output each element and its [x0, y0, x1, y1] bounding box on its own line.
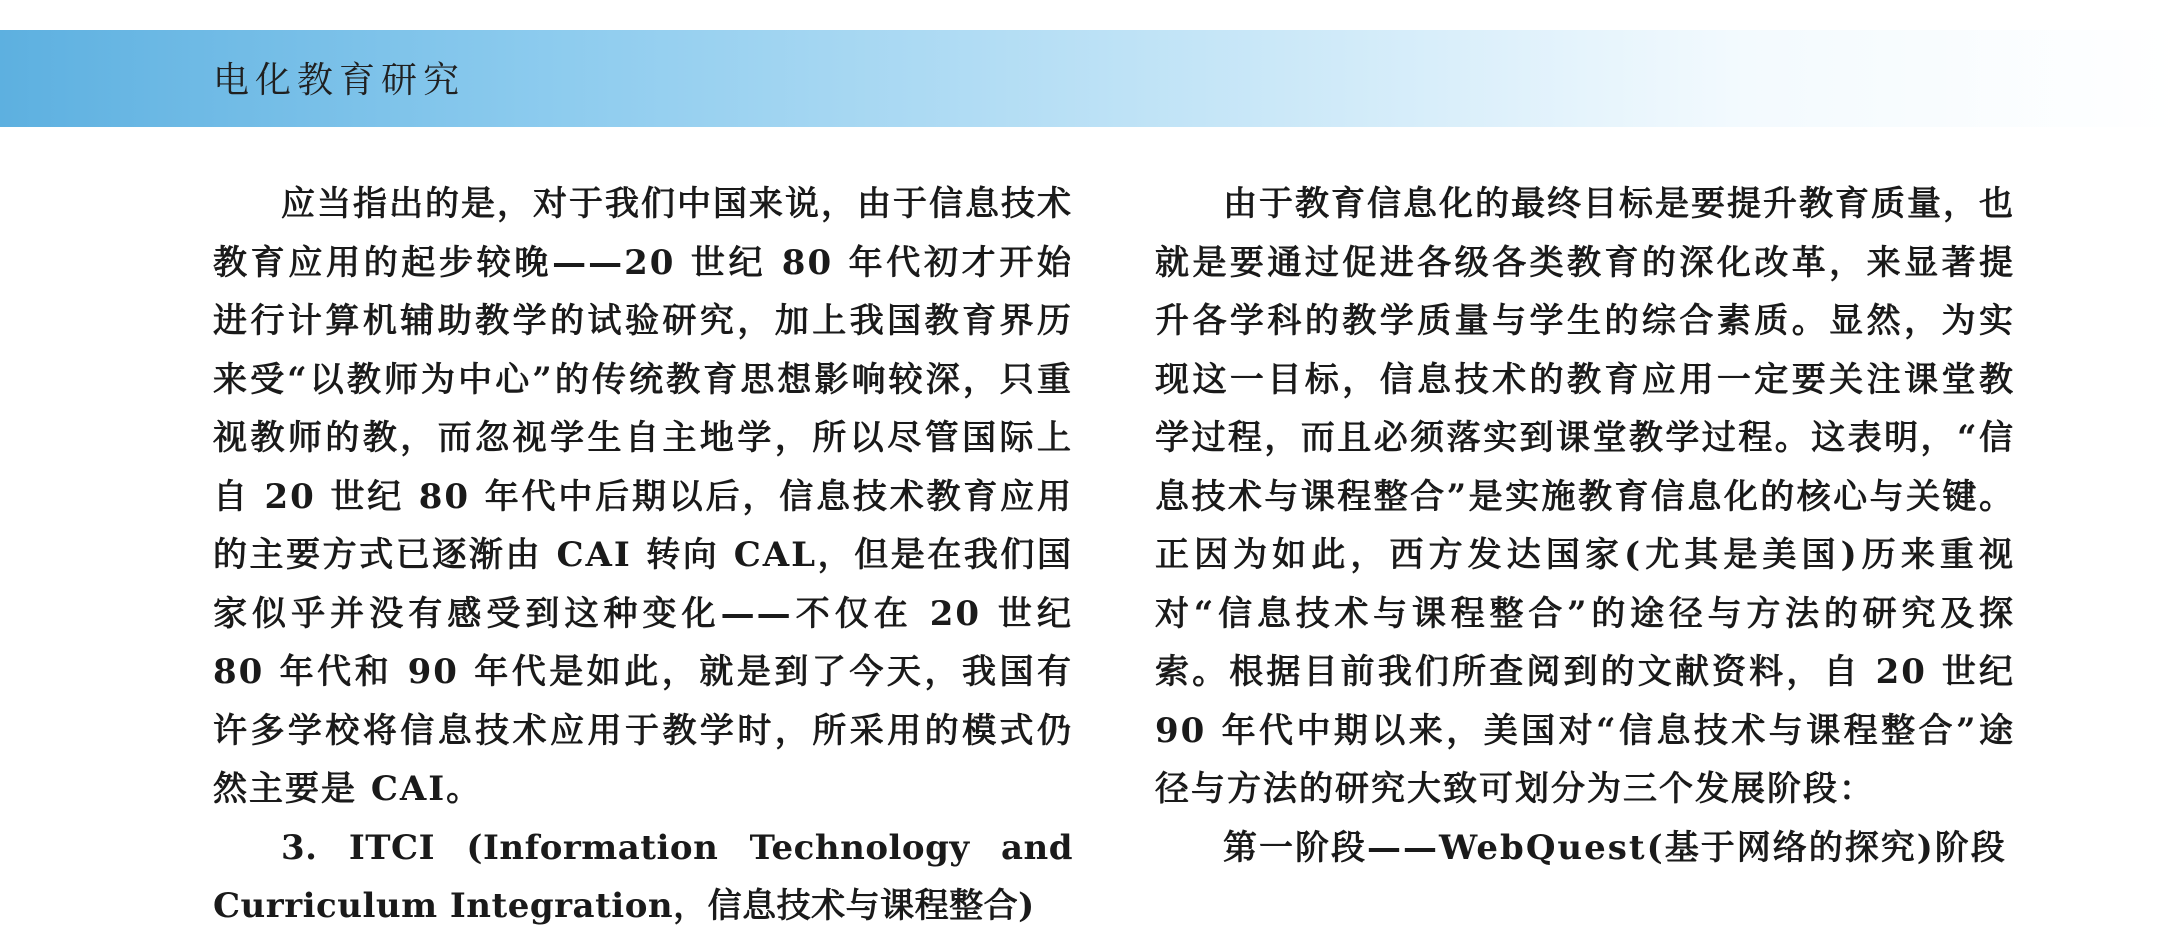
- paragraph-2: 3. ITCI (Information Technology and Curriculum Integration，信息技术与课程整合): [213, 827, 1073, 926]
- paragraph-1: 应当指出的是，对于我们中国来说，由于信息技术教育应用的起步较晚——20 世纪 80 年代初才开始进行计算机辅助教学的试验研究，加上我国教育界历来受“以教师为中心”的传统教育思想影响较深，只重视教师的教，而忽视学生自主地学，所以尽管国际上自 20 世纪 80 年代中后期以后，信息技术教育应用的主要方式已逐渐由 CAI 转向 CAL，但是在我们国家似乎并没有感受到这种变化——不仅在 20 世纪 80 年代和 90 年代是如此，就是到了今天，我国有许多学校将信息技术应用于教学时，所采用的模式仍然主要是 CAI。: [213, 184, 1073, 809]
- right-column: [1155, 175, 2015, 877]
- paragraph-3: 由于教育信息化的最终目标是要提升教育质量，也就是要通过促进各级各类教育的深化改革，来显著提升各学科的教学质量与学生的综合素质。显然，为实现这一目标，信息技术的教育应用一定要关注课堂教学过程，而且必须落实到课堂教学过程。这表明，“信息技术与课程整合”是实施教育信息化的核心与关键。正因为如此，西方发达国家(尤其是美国)历来重视对“信息技术与课程整合”的途径与方法的研究及探索。根据目前我们所查阅到的文献资料，自 20 世纪 90 年代中期以来，美国对“信息技术与课程整合”途径与方法的研究大致可划分为三个发展阶段：: [1155, 184, 2015, 809]
- paragraph-4: 第一阶段——WebQuest(基于网络的探究)阶段: [1223, 827, 2007, 868]
- journal-title: 电化教育研究: [213, 60, 466, 101]
- left-column: [213, 175, 1073, 936]
